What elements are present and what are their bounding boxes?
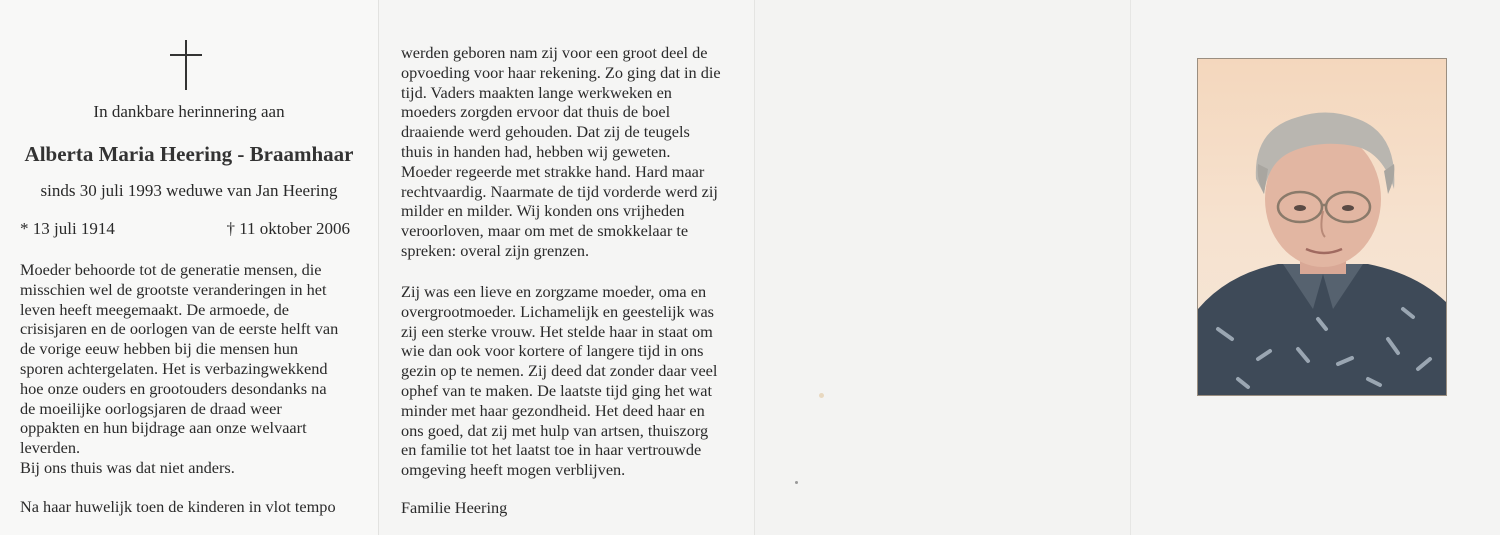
- death-date: † 11 oktober 2006: [226, 219, 350, 238]
- text-line: veroorloven, maar om met de smokkelaar te: [401, 221, 689, 241]
- text-line: wie dan ook voor kortere of langere tijd in ons: [401, 341, 704, 361]
- text-line: hoe onze ouders en grootouders desondanks na: [20, 378, 327, 398]
- portrait-photo: [1197, 58, 1447, 396]
- signature: Familie Heering: [401, 498, 508, 517]
- text-line: omgeving heeft mogen verblijven.: [401, 460, 626, 480]
- card-panel-front: [0, 0, 378, 535]
- text-line: de vorige eeuw hebben bij die mensen hun: [20, 339, 299, 359]
- text-line: draaiende werd gehouden. Dat zij de teugels: [401, 122, 690, 142]
- cross-icon: [170, 40, 202, 90]
- card-panel-photo: [1130, 0, 1500, 535]
- text-line: de moeilijke oorlogsjaren de draad weer: [20, 398, 282, 418]
- text-line: Moeder regeerde met strakke hand. Hard maar: [401, 161, 705, 181]
- card-panel-blank: [754, 0, 1130, 535]
- paper-speck: [795, 481, 798, 484]
- text-line: gezin op te nemen. Zij deed dat zonder daar veel: [401, 361, 718, 381]
- text-line: zij een sterke vrouw. Het stelde haar in staat om: [401, 321, 713, 341]
- text-line: opvoeding voor haar rekening. Zo ging dat in die: [401, 62, 721, 82]
- text-line: crisisjaren en de oorlogen van de eerste helft van: [20, 319, 339, 339]
- text-line: oppakten en hun bijdrage aan onze welvaart: [20, 418, 307, 438]
- memorial-text-column-2: [401, 43, 731, 261]
- card-panel-inside: [378, 0, 754, 535]
- text-line: misschien wel de grootste veranderingen in het: [20, 279, 327, 299]
- text-line: leverden.: [20, 438, 81, 458]
- text-line-continued: Na haar huwelijk toen de kinderen in vlot tempo: [20, 497, 336, 516]
- paper-speck: [819, 393, 824, 398]
- text-line: leven heeft meegemaakt. De armoede, de: [20, 299, 289, 319]
- memorial-text-column-1: [20, 260, 352, 478]
- deceased-name: Alberta Maria Heering - Braamhaar: [24, 142, 354, 166]
- text-line: Moeder behoorde tot de generatie mensen, die: [20, 260, 322, 279]
- text-line: rechtvaardig. Naarmate de tijd vorderde werd zij: [401, 181, 718, 201]
- text-line: thuis in handen had, hebben wij geweten.: [401, 141, 671, 161]
- text-line: werden geboren nam zij voor een groot deel de: [401, 43, 708, 62]
- text-line: milder en milder. Wij konden ons vrijheden: [401, 201, 685, 221]
- text-line: overgrootmoeder. Lichamelijk en geestelijk was: [401, 301, 715, 321]
- text-line: ophef van te maken. De laatste tijd ging het wat: [401, 380, 713, 400]
- text-line: sporen achtergelaten. Het is verbazingwekkend: [20, 358, 328, 378]
- widow-line: sinds 30 juli 1993 weduwe van Jan Heering: [40, 181, 338, 200]
- text-line: spreken: overal zijn grenzen.: [401, 240, 590, 260]
- text-line: Zij was een lieve en zorgzame moeder, oma en: [401, 282, 707, 301]
- text-line: Bij ons thuis was dat niet anders.: [20, 457, 235, 477]
- memorial-text-column-2-paragraph-2: [401, 282, 731, 480]
- text-line: ons goed, dat zij met hulp van artsen, thuiszorg: [401, 420, 709, 440]
- text-line: moeders zorgden ervoor dat thuis de boel: [401, 102, 671, 122]
- text-line: tijd. Vaders maakten lange werkweken en: [401, 82, 672, 102]
- text-line: minder met haar gezondheid. Het deed haar en: [401, 400, 705, 420]
- intro-text: In dankbare herinnering aan: [93, 102, 285, 121]
- birth-date: * 13 juli 1914: [20, 219, 115, 238]
- text-line: en familie tot het laatst toe in haar vertrouwde: [401, 440, 702, 460]
